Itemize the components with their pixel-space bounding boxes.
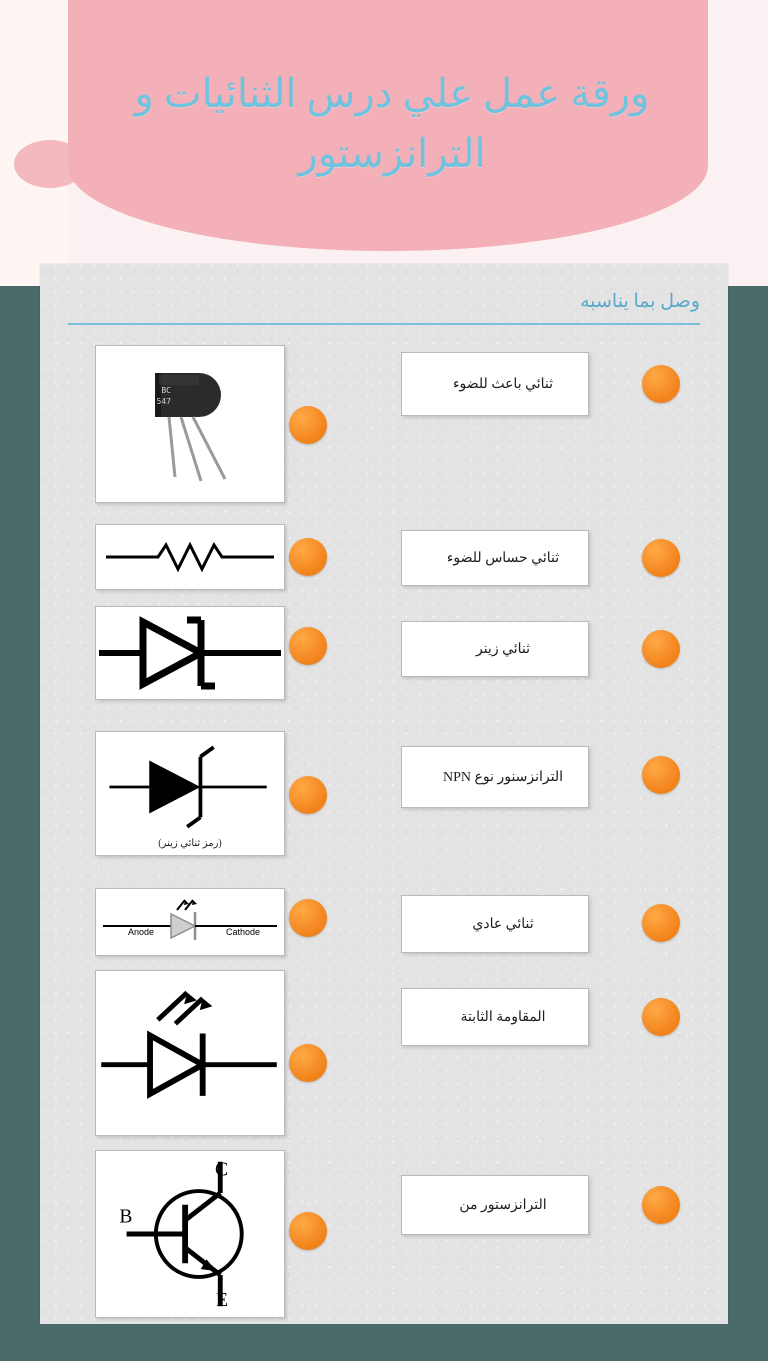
connector-dot-label[interactable] — [642, 539, 680, 577]
svg-text:547: 547 — [156, 397, 171, 406]
svg-text:BC: BC — [161, 386, 171, 395]
picture-card[interactable] — [95, 888, 285, 956]
label-text: الترانزسنور نوع NPN — [442, 769, 564, 785]
svg-text:Anode: Anode — [127, 927, 155, 937]
label-text: ثنائي باعث للضوء — [452, 376, 554, 392]
instruction-block — [68, 290, 700, 325]
label-card[interactable] — [401, 530, 589, 586]
picture-card[interactable] — [95, 345, 285, 503]
label-text: ثنائي عادي — [472, 916, 534, 932]
matching-exercise — [68, 334, 700, 1312]
connector-dot-label[interactable] — [642, 365, 680, 403]
connector-dot-label[interactable] — [642, 756, 680, 794]
match-row — [68, 972, 700, 1152]
label-text: المقاومة الثابتة — [460, 1009, 546, 1025]
zener-diode-symbol-icon — [95, 606, 285, 700]
connector-dot-label[interactable] — [642, 998, 680, 1036]
picture-card[interactable] — [95, 731, 285, 856]
label-card[interactable] — [401, 352, 589, 416]
connector-dot-label[interactable] — [642, 630, 680, 668]
label-text: الترانزستور من — [459, 1197, 547, 1213]
svg-text:C: C — [215, 1159, 229, 1181]
divider — [68, 323, 700, 325]
picture-card[interactable] — [95, 970, 285, 1136]
match-row — [68, 882, 700, 968]
connector-dot-picture[interactable] — [289, 538, 327, 576]
label-text: ثنائي زينر — [475, 641, 531, 657]
label-card[interactable] — [401, 895, 589, 953]
instruction-text: وصل بما يناسبه — [580, 291, 700, 312]
worksheet-card — [40, 264, 728, 1324]
connector-dot-label[interactable] — [642, 1186, 680, 1224]
svg-text:E: E — [216, 1290, 229, 1312]
picture-card[interactable] — [95, 606, 285, 700]
npn-transistor-symbol-icon — [97, 1152, 283, 1316]
connector-dot-picture[interactable] — [289, 776, 327, 814]
photodiode-symbol-icon — [97, 975, 283, 1131]
connector-dot-picture[interactable] — [289, 406, 327, 444]
led-symbol-icon — [97, 890, 283, 954]
svg-text:B: B — [119, 1206, 133, 1228]
label-card[interactable] — [401, 988, 589, 1046]
connector-dot-picture[interactable] — [289, 1044, 327, 1082]
connector-dot-picture[interactable] — [289, 899, 327, 937]
label-card[interactable] — [401, 746, 589, 808]
picture-card[interactable] — [95, 524, 285, 590]
connector-dot-picture[interactable] — [289, 627, 327, 665]
label-card[interactable] — [401, 1175, 589, 1235]
page-title: ورقة عمل علي درس الثنائيات و الترانزستور — [134, 71, 650, 176]
label-card[interactable] — [401, 621, 589, 677]
svg-text:Cathode: Cathode — [225, 927, 261, 937]
match-row — [68, 612, 700, 712]
resistor-zigzag-symbol-icon — [100, 537, 280, 577]
picture-caption: (رمز ثنائي زينر) — [158, 838, 222, 849]
match-row — [68, 1150, 700, 1330]
to92-transistor-photo-icon — [125, 359, 255, 489]
label-text: ثنائي حساس للضوء — [446, 550, 560, 566]
match-row — [68, 522, 700, 592]
connector-dot-picture[interactable] — [289, 1212, 327, 1250]
header-band — [0, 0, 768, 292]
match-row — [68, 334, 700, 504]
connector-dot-label[interactable] — [642, 904, 680, 942]
match-row — [68, 734, 700, 864]
picture-card[interactable] — [95, 1150, 285, 1318]
zener-diode-symbol-icon — [100, 741, 280, 833]
